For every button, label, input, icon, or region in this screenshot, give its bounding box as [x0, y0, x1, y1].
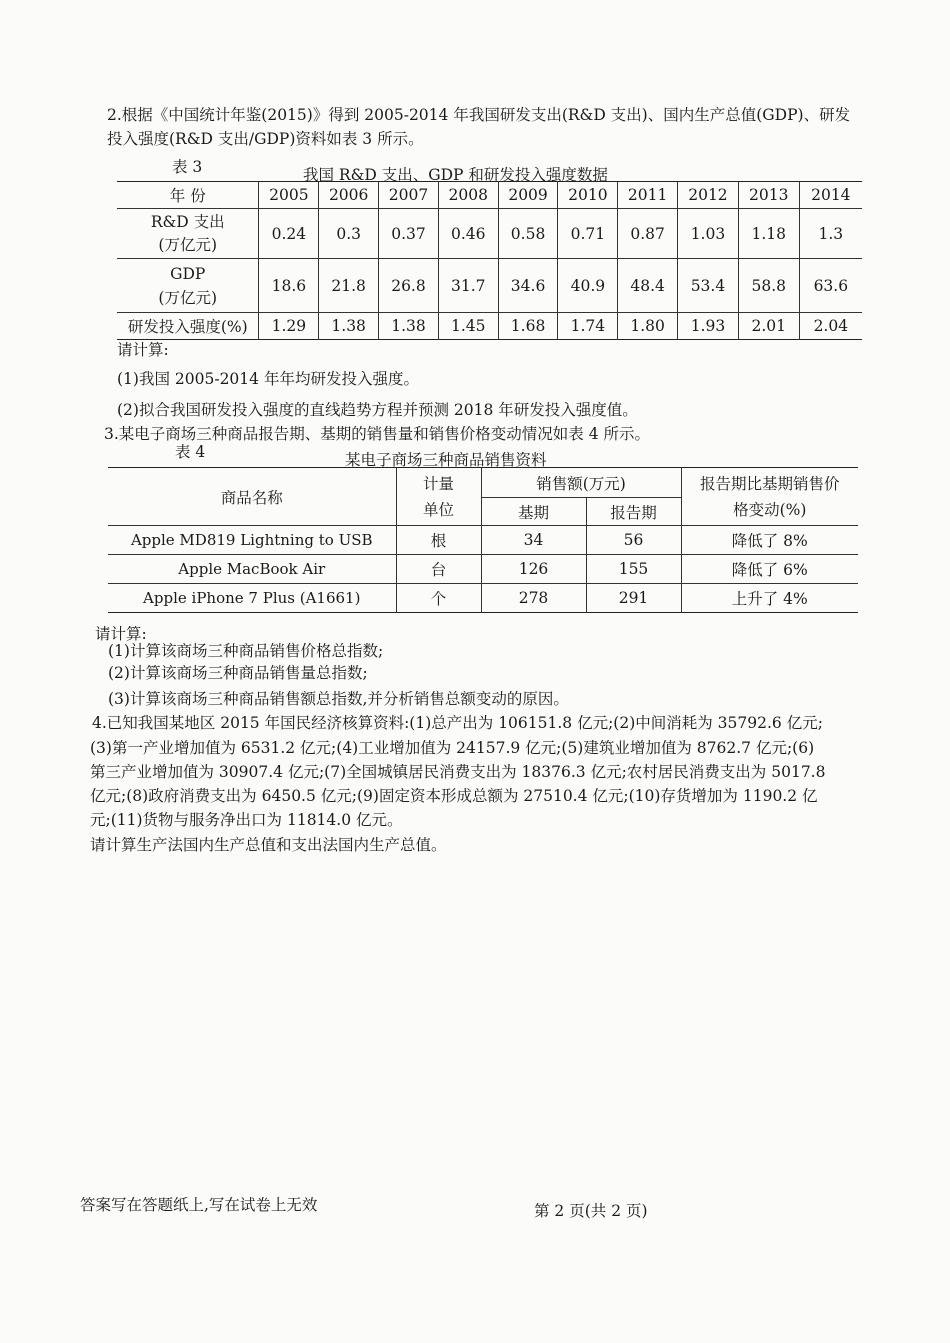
intensity-value: 1.93	[678, 313, 739, 340]
q3-ask: 请计算:	[95, 625, 147, 643]
page-number: 第 2 页(共 2 页)	[534, 1202, 648, 1220]
year-cell: 2011	[618, 182, 678, 209]
gdp-value: 53.4	[678, 259, 739, 313]
product-unit: 根	[396, 526, 481, 555]
rd-header-row	[117, 182, 862, 209]
product-base-sales: 34	[481, 526, 586, 555]
q3-item3: (3)计算该商场三种商品销售额总指数,并分析销售总额变动的原因。	[108, 690, 569, 708]
product-price-change: 上升了 4%	[681, 584, 858, 613]
gdp-value: 40.9	[558, 259, 618, 313]
gdp-value: 58.8	[738, 259, 799, 313]
rd-label-line2: (万亿元)	[158, 235, 218, 254]
product-name: Apple iPhone 7 Plus (A1661)	[143, 589, 361, 607]
q2-line2: 投入强度(R&D 支出/GDP)资料如表 3 所示。	[107, 130, 424, 148]
year-cell: 2008	[438, 182, 498, 209]
rd-value: 0.58	[498, 209, 558, 259]
product-row	[108, 526, 858, 555]
gdp-value: 48.4	[618, 259, 678, 313]
q4-line4: 亿元;(8)政府消费支出为 6450.5 亿元;(9)固定资本形成总额为 27510.4 亿元;(10)存货增加为 1190.2 亿	[90, 787, 818, 805]
intensity-value: 1.80	[618, 313, 678, 340]
gdp-value: 26.8	[379, 259, 439, 313]
product-report-sales: 155	[586, 555, 681, 584]
price-change-header-line1: 报告期比基期销售价	[699, 474, 840, 493]
year-cell: 2005	[259, 182, 319, 209]
year-header: 年 份	[169, 187, 206, 205]
q3-item2: (2)计算该商场三种商品销售量总指数;	[108, 664, 368, 682]
sales-header-row1	[108, 468, 858, 498]
price-change-header-line2: 格变动(%)	[733, 500, 807, 519]
sales-amount-header: 销售额(万元)	[481, 468, 681, 498]
q4-line1: 4.已知我国某地区 2015 年国民经济核算资料:(1)总产出为 106151.8 亿元;(2)中间消耗为 35792.6 亿元;	[92, 714, 823, 732]
intensity-value: 1.38	[319, 313, 379, 340]
unit-header-line2: 单位	[422, 500, 454, 519]
unit-header	[396, 468, 481, 526]
year-cell: 2013	[738, 182, 799, 209]
gdp-value: 63.6	[799, 259, 862, 313]
rd-table	[117, 181, 862, 340]
intensity-value: 2.04	[799, 313, 862, 340]
rd-value: 0.71	[558, 209, 618, 259]
gdp-value: 34.6	[498, 259, 558, 313]
product-report-sales: 56	[586, 526, 681, 555]
q4-line5: 元;(11)货物与服务净出口为 11814.0 亿元。	[90, 811, 403, 829]
q2-item2: (2)拟合我国研发投入强度的直线趋势方程并预测 2018 年研发投入强度值。	[117, 401, 638, 419]
footer-note: 答案写在答题纸上,写在试卷上无效	[80, 1196, 318, 1214]
rd-value: 0.37	[379, 209, 439, 259]
rd-row-label	[117, 209, 259, 259]
q4-line6: 请计算生产法国内生产总值和支出法国内生产总值。	[90, 836, 447, 854]
intensity-value: 1.45	[438, 313, 498, 340]
gdp-row	[117, 259, 862, 313]
product-unit: 台	[396, 555, 481, 584]
rd-row	[117, 209, 862, 259]
product-report-sales: 291	[586, 584, 681, 613]
rd-value: 0.24	[259, 209, 319, 259]
intensity-label: 研发投入强度(%)	[127, 318, 248, 336]
table4-label: 表 4	[175, 443, 206, 461]
gdp-value: 21.8	[319, 259, 379, 313]
product-name: Apple MacBook Air	[178, 560, 326, 578]
rd-label-line1: R&D 支出	[150, 212, 225, 231]
table4-title: 某电子商场三种商品销售资料	[345, 451, 547, 469]
q2-ask: 请计算:	[117, 341, 169, 359]
year-cell: 2006	[319, 182, 379, 209]
table3-label: 表 3	[172, 158, 203, 176]
product-row	[108, 584, 858, 613]
product-name-header: 商品名称	[108, 468, 396, 526]
q4-line3: 第三产业增加值为 30907.4 亿元;(7)全国城镇居民消费支出为 18376.3 亿元;农村居民消费支出为 5017.8	[90, 763, 826, 781]
product-base-sales: 126	[481, 555, 586, 584]
q3-line1: 3.某电子商场三种商品报告期、基期的销售量和销售价格变动情况如表 4 所示。	[104, 425, 651, 443]
sales-table	[108, 467, 858, 613]
year-cell: 2012	[678, 182, 739, 209]
intensity-value: 1.38	[379, 313, 439, 340]
gdp-value: 18.6	[259, 259, 319, 313]
q4-line2: (3)第一产业增加值为 6531.2 亿元;(4)工业增加值为 24157.9 亿元;(5)建筑业增加值为 8762.7 亿元;(6)	[90, 739, 815, 757]
gdp-label-line1: GDP	[170, 264, 206, 283]
q2-item1: (1)我国 2005-2014 年年均研发投入强度。	[117, 370, 419, 388]
gdp-label-line2: (万亿元)	[158, 288, 218, 307]
table3-title: 我国 R&D 支出、GDP 和研发投入强度数据	[303, 166, 608, 184]
rd-value: 0.3	[319, 209, 379, 259]
year-cell: 2007	[379, 182, 439, 209]
product-base-sales: 278	[481, 584, 586, 613]
unit-header-line1: 计量	[422, 474, 454, 493]
intensity-row	[117, 313, 862, 340]
rd-value: 1.18	[738, 209, 799, 259]
intensity-value: 1.68	[498, 313, 558, 340]
q3-item1: (1)计算该商场三种商品销售价格总指数;	[108, 642, 384, 660]
product-price-change: 降低了 8%	[681, 526, 858, 555]
product-price-change: 降低了 6%	[681, 555, 858, 584]
year-cell: 2014	[799, 182, 862, 209]
intensity-value: 1.29	[259, 313, 319, 340]
product-name: Apple MD819 Lightning to USB	[130, 531, 373, 549]
year-cell: 2009	[498, 182, 558, 209]
gdp-row-label	[117, 259, 259, 313]
gdp-value: 31.7	[438, 259, 498, 313]
report-period-header: 报告期	[586, 498, 681, 526]
intensity-value: 2.01	[738, 313, 799, 340]
rd-value: 1.03	[678, 209, 739, 259]
price-change-header	[681, 468, 858, 526]
rd-value: 0.87	[618, 209, 678, 259]
year-cell: 2010	[558, 182, 618, 209]
q2-line1: 2.根据《中国统计年鉴(2015)》得到 2005-2014 年我国研发支出(R&D 支出)、国内生产总值(GDP)、研发	[107, 106, 851, 124]
intensity-value: 1.74	[558, 313, 618, 340]
product-unit: 个	[396, 584, 481, 613]
rd-value: 0.46	[438, 209, 498, 259]
rd-value: 1.3	[799, 209, 862, 259]
product-row	[108, 555, 858, 584]
base-period-header: 基期	[481, 498, 586, 526]
